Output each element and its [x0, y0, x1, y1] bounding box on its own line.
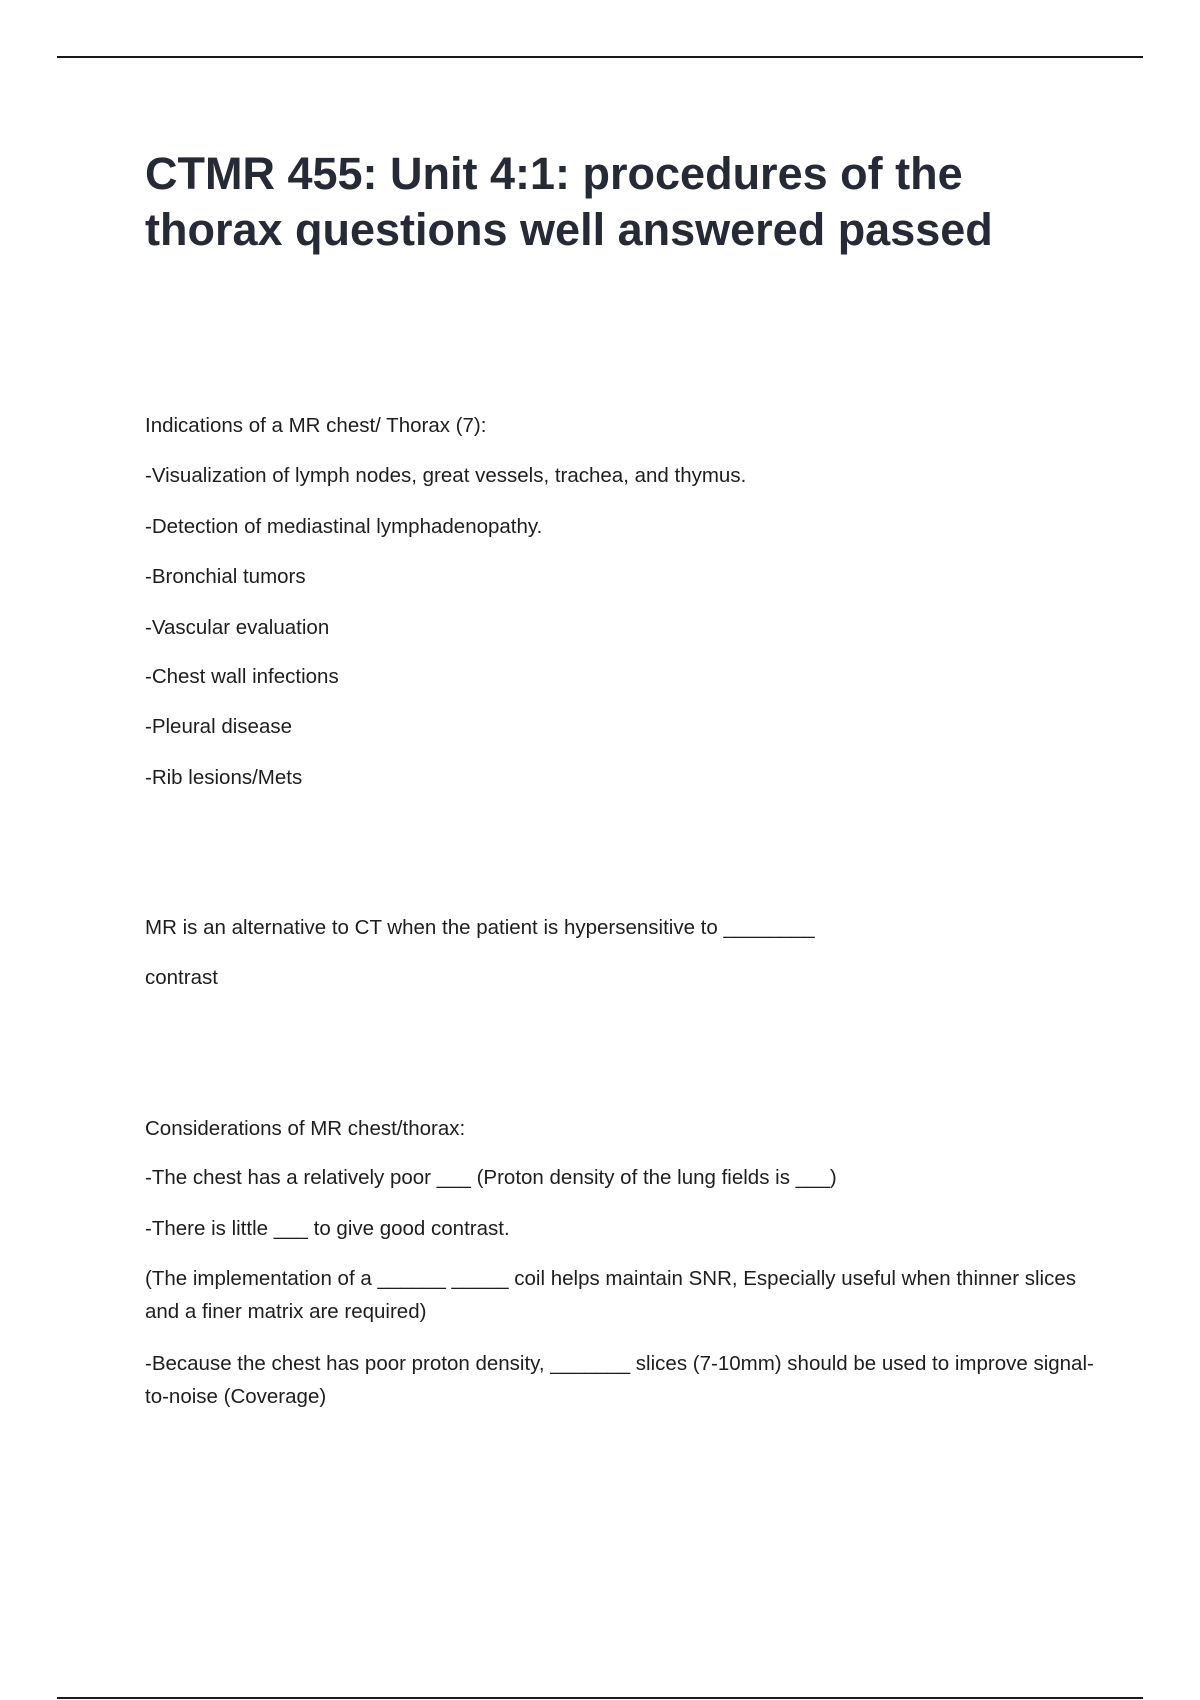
list-item: -The chest has a relatively poor ___ (Proton density of the lung fields is ___): [145, 1166, 837, 1189]
question-text: MR is an alternative to CT when the patient is hypersensitive to ________: [145, 916, 815, 939]
list-item: -Detection of mediastinal lymphadenopathy.: [145, 515, 543, 538]
answer-text: contrast: [145, 966, 218, 989]
top-divider: [57, 56, 1143, 58]
list-item: -Pleural disease: [145, 715, 292, 738]
list-item: -Vascular evaluation: [145, 616, 330, 639]
section-heading-indications: Indications of a MR chest/ Thorax (7):: [145, 414, 487, 437]
list-item: -There is little ___ to give good contrast.: [145, 1217, 510, 1240]
list-item: -Bronchial tumors: [145, 565, 306, 588]
section-heading-considerations: Considerations of MR chest/thorax:: [145, 1117, 466, 1140]
list-item: -Chest wall infections: [145, 665, 339, 688]
list-item: -Visualization of lymph nodes, great vessels, trachea, and thymus.: [145, 464, 747, 487]
list-item: -Rib lesions/Mets: [145, 766, 303, 789]
list-item: -Because the chest has poor proton density, _______ slices (7-10mm) should be used to improve signal-to-noise (Coverage): [145, 1352, 1094, 1408]
bottom-divider: [57, 1697, 1143, 1699]
page-title: CTMR 455: Unit 4:1: procedures of the thorax questions well answered passed: [145, 148, 993, 255]
list-item: (The implementation of a ______ _____ coil helps maintain SNR, Especially useful when thinner slices and a finer matrix are required): [145, 1267, 1076, 1323]
